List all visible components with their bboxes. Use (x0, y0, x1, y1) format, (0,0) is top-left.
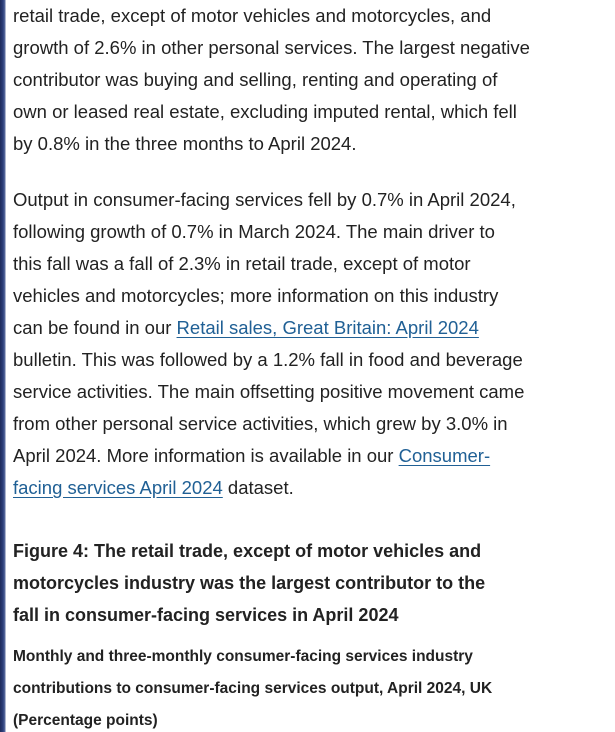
paragraph-line: own or leased real estate, excluding imputed rental, which fell (13, 101, 517, 122)
figure-subtitle (13, 641, 492, 732)
paragraph-consumer-facing-output (13, 184, 524, 504)
paragraph-line: service activities. The main offsetting positive movement came (13, 381, 525, 402)
consumer-facing-services-link-continued[interactable]: facing services April 2024 (13, 477, 223, 498)
paragraph-text: can be found in our (13, 317, 177, 338)
retail-sales-link[interactable]: Retail sales, Great Britain: April 2024 (176, 317, 479, 338)
paragraph-text: April 2024. More information is available in our (13, 445, 399, 466)
paragraph-real-estate (13, 0, 530, 160)
figure-title-line: motorcycles industry was the largest contributor to the (13, 573, 486, 593)
paragraph-text: dataset. (222, 477, 294, 498)
paragraph-line: vehicles and motorcycles; more information on this industry (13, 285, 499, 306)
paragraph-line: bulletin. This was followed by a 1.2% fall in food and beverage (13, 349, 523, 370)
paragraph-line: contributor was buying and selling, renting and operating of (13, 69, 498, 90)
consumer-facing-services-link[interactable]: Consumer- (398, 445, 491, 466)
paragraph-line (13, 312, 524, 344)
paragraph-line: retail trade, except of motor vehicles and motorcycles, and (13, 5, 492, 26)
paragraph-line (13, 440, 524, 472)
paragraph-line: Output in consumer-facing services fell by 0.7% in April 2024, (13, 189, 516, 210)
paragraph-line: growth of 2.6% in other personal services. The largest negative (13, 37, 530, 58)
figure-subtitle-line: Monthly and three-monthly consumer-facing services industry (13, 648, 473, 665)
paragraph-line: by 0.8% in the three months to April 2024. (13, 133, 357, 154)
figure-title-line: Figure 4: The retail trade, except of motor vehicles and (13, 541, 482, 561)
paragraph-line: this fall was a fall of 2.3% in retail trade, except of motor (13, 253, 471, 274)
left-edge-bar (0, 0, 6, 732)
figure-title-line: fall in consumer-facing services in April 2024 (13, 605, 399, 625)
paragraph-line: following growth of 0.7% in March 2024. The main driver to (13, 221, 495, 242)
paragraph-line (13, 472, 524, 504)
paragraph-line: from other personal service activities, which grew by 3.0% in (13, 413, 508, 434)
figure-subtitle-line: contributions to consumer-facing services output, April 2024, UK (13, 680, 493, 697)
figure-subtitle-line: (Percentage points) (13, 712, 158, 729)
figure-title (13, 535, 485, 631)
